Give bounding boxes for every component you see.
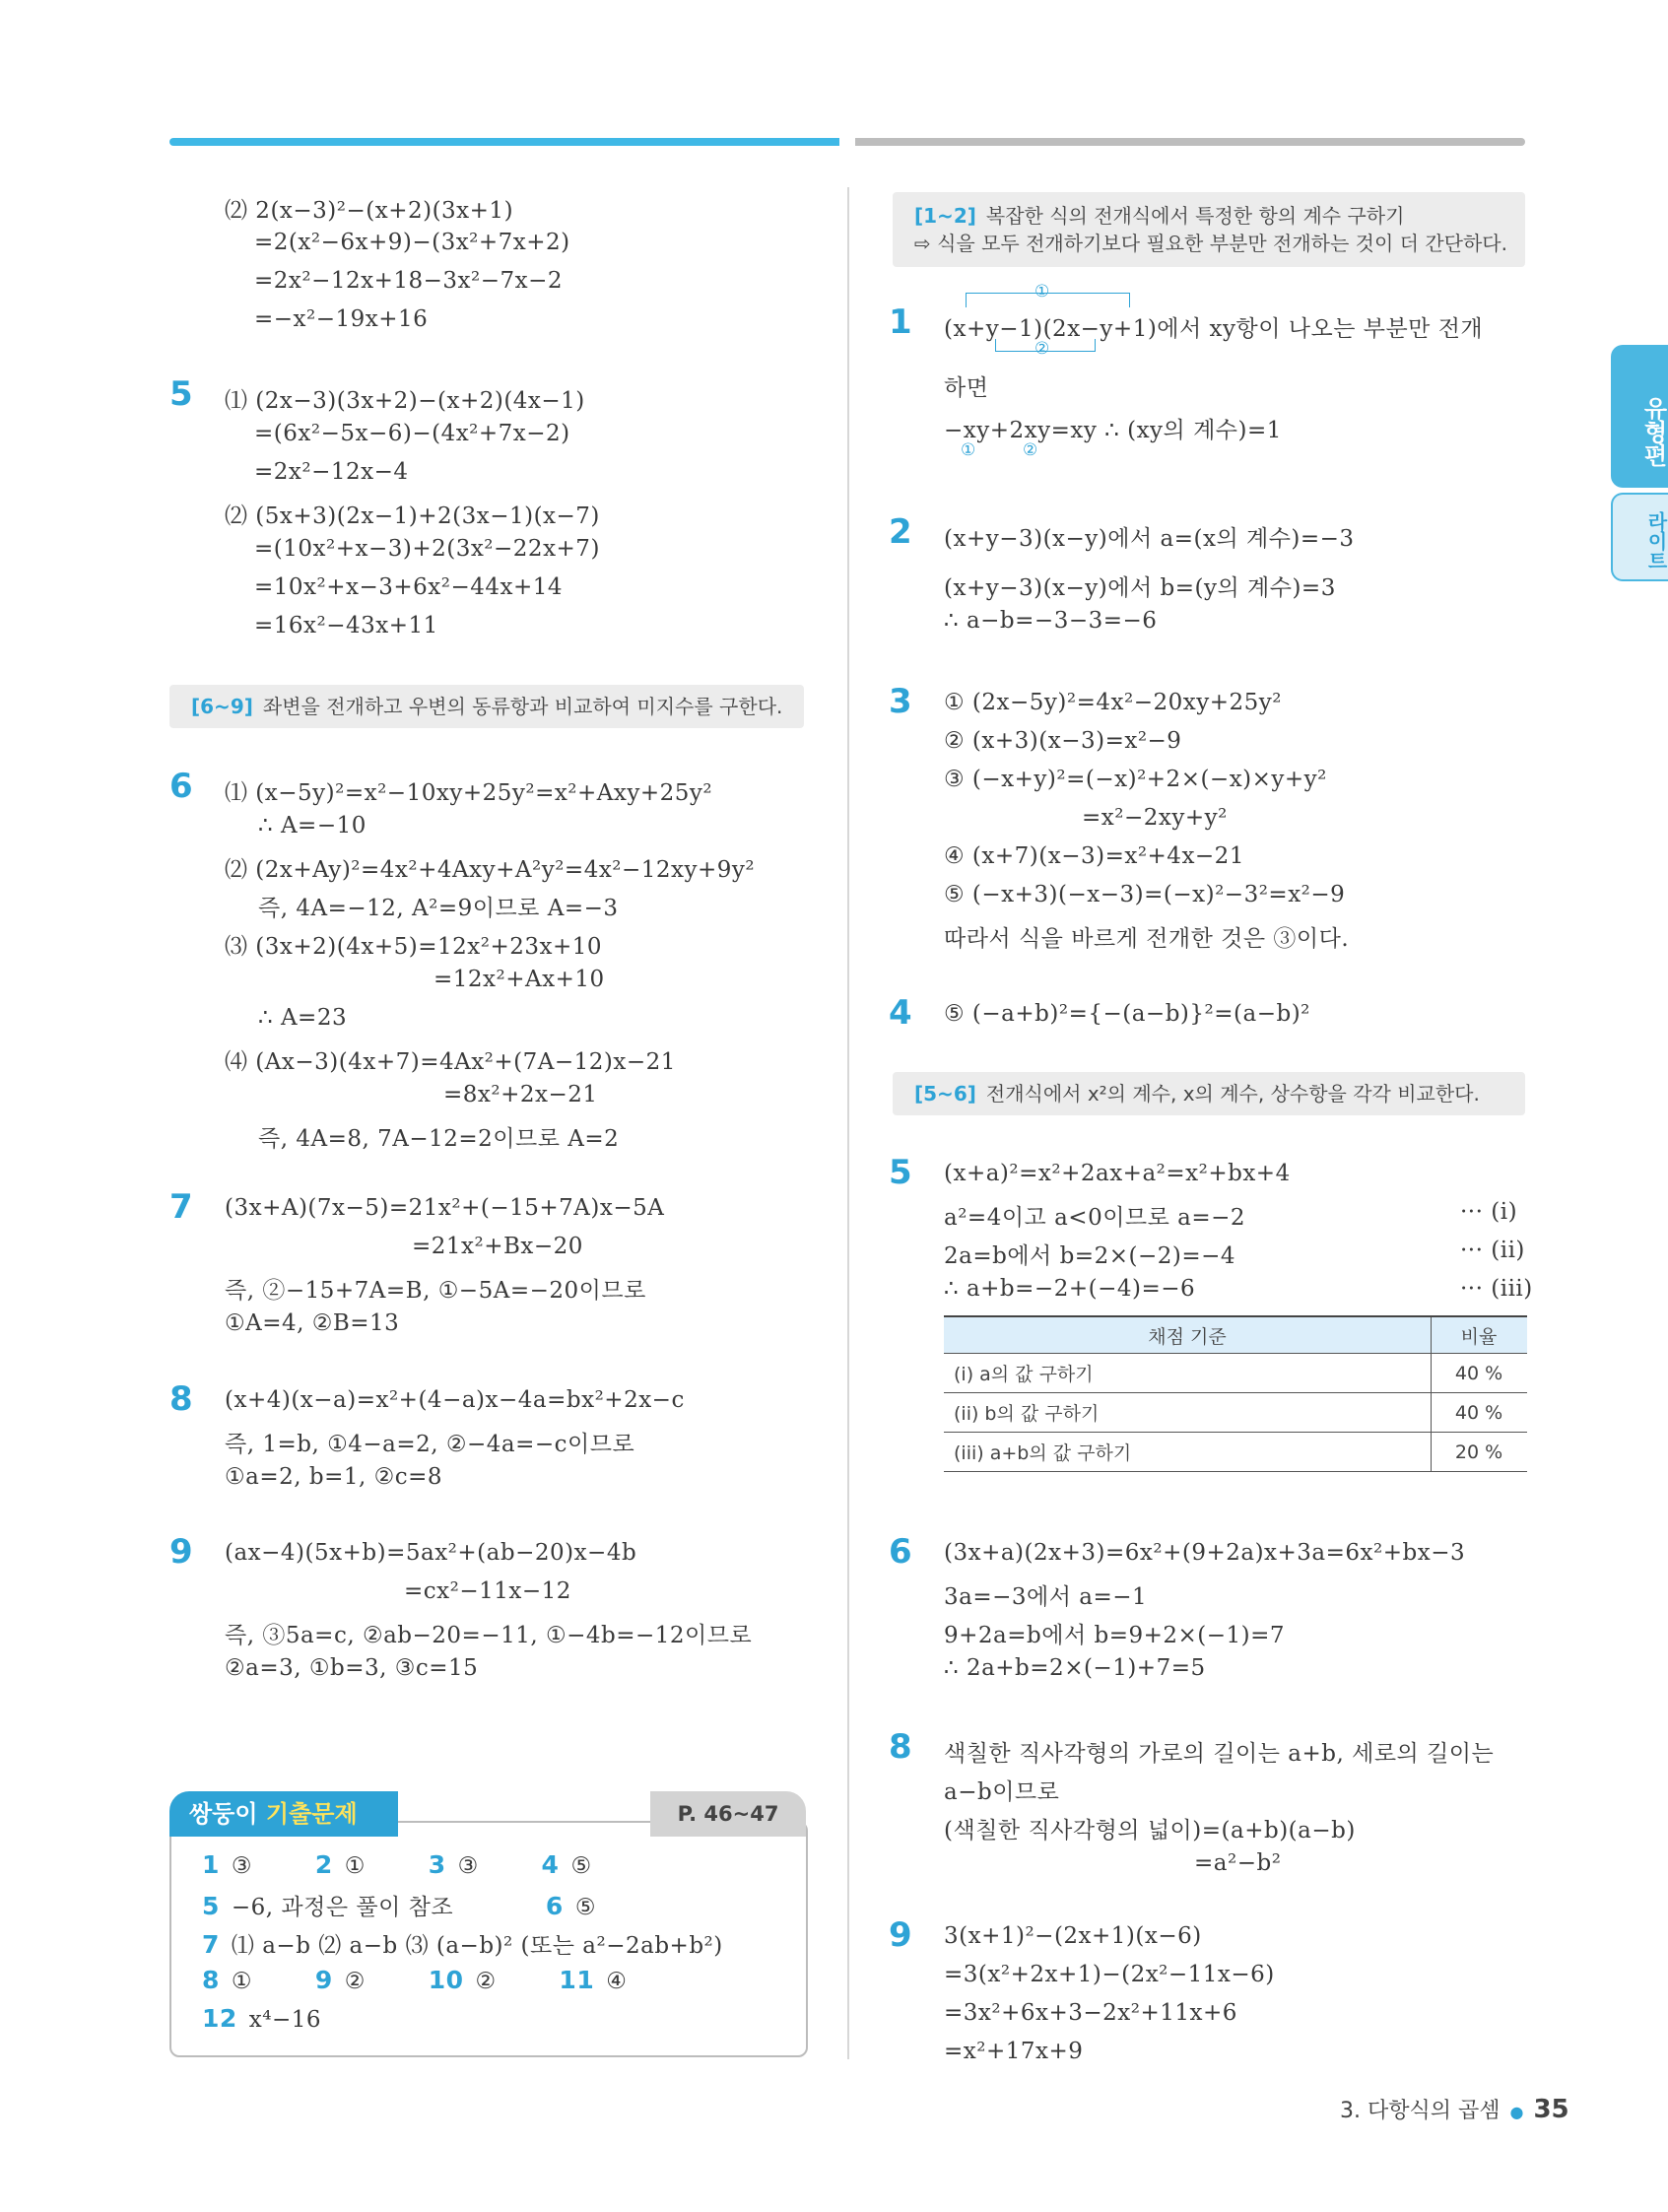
scoring-table [944,1315,1527,1472]
bullet-icon: ● [1509,2103,1524,2121]
page-footer [1340,2094,1569,2124]
problem-number: 6 [169,767,193,806]
mark: ② [1023,440,1038,460]
hint-band [893,192,1525,267]
hint-tag: [5~6] [914,1082,976,1106]
side-tab-type[interactable]: 유형편 [1611,345,1668,488]
column-divider [847,187,849,2059]
math-line: ⑤ (−x+3)(−x−3)=(−x)²−3²=x²−9 [944,882,1346,907]
math-line: ⑵ 2(x−3)²−(x+2)(3x+1) [225,198,514,224]
math-line: ⑴ (x−5y)²=x²−10xy+25y²=x²+Axy+25y² [225,780,713,806]
math-line: (x+y−3)(x−y)에서 b=(y의 계수)=3 [944,575,1336,601]
math-line: 따라서 식을 바르게 전개한 것은 ③이다. [944,926,1350,952]
table-row: (iii) a+b의 값 구하기 20 % [944,1433,1527,1472]
hint-tag: [1~2] [914,204,976,228]
hint-band [169,685,804,728]
math-line: a−b이므로 [944,1779,1060,1805]
math-line: =−x²−19x+16 [254,306,429,332]
answer-row: 5 −6, 과정은 풀이 참조 6 ⑤ [202,1892,596,1920]
math-line: 3a=−3에서 a=−1 [944,1584,1148,1610]
math-line: =cx²−11x−12 [404,1578,571,1604]
problem-number: 1 [889,302,912,342]
problem-number: 8 [169,1379,193,1419]
problem-number: 8 [889,1727,912,1767]
math-line: (ax−4)(5x+b)=5ax²+(ab−20)x−4b [225,1540,637,1566]
page-number: 35 [1533,2095,1569,2124]
hint-text: ⇨ 식을 모두 전개하기보다 필요한 부분만 전개하는 것이 더 간단하다. [914,232,1507,255]
math-line: a²=4이고 a<0이므로 a=−2 [944,1205,1246,1231]
math-line: =2(x²−6x+9)−(3x²+7x+2) [254,230,570,255]
math-line: =x²−2xy+y² [1082,805,1228,831]
scoring-header: 채점 기준 [944,1316,1432,1354]
side-tab-lite[interactable]: 라이트 [1611,493,1668,581]
problem-number: 5 [889,1153,912,1192]
math-line: ①a=2, b=1, ②c=8 [225,1464,443,1490]
math-line: =16x²−43x+11 [254,613,438,638]
mark: ② [1034,339,1050,359]
math-line: (x+4)(x−a)=x²+(4−a)x−4a=bx²+2x−c [225,1387,685,1413]
math-line: ∴ a+b=−2+(−4)=−6 [944,1276,1196,1302]
table-row: (i) a의 값 구하기 40 % [944,1354,1527,1393]
math-line: ∴ a−b=−3−3=−6 [944,608,1158,634]
answer-row: 8 ① 9 ② 10 ② 11 ④ [202,1966,628,1994]
math-line: 즉, ②−15+7A=B, ①−5A=−20이므로 [225,1278,646,1304]
answer-row: 1 ③ 2 ① 3 ③ 4 ⑤ [202,1850,592,1879]
problem-number: 4 [889,993,912,1033]
hint-text: 좌변을 전개하고 우변의 동류항과 비교하여 미지수를 구한다. [262,695,783,718]
step-marker: ··· (iii) [1460,1276,1533,1302]
step-marker: ··· (ii) [1460,1238,1525,1263]
problem-number: 9 [889,1915,912,1955]
problem-number: 6 [889,1532,912,1572]
math-line: =x²+17x+9 [944,2039,1084,2064]
problem-number: 2 [889,512,912,552]
math-line: ∴ A=−10 [258,813,367,838]
math-line: =21x²+Bx−20 [412,1234,583,1259]
problem-number: 9 [169,1532,193,1572]
math-line: (색칠한 직사각형의 넓이)=(a+b)(a−b) [944,1818,1356,1843]
math-line: (x+y−1)(2x−y+1)에서 xy항이 나오는 부분만 전개 [944,316,1484,342]
math-line: ∴ 2a+b=2×(−1)+7=5 [944,1655,1206,1681]
math-line: =12x²+Ax+10 [434,967,605,992]
math-line: 즉, 1=b, ①4−a=2, ②−4a=−c이므로 [225,1432,635,1457]
math-line: =3x²+6x+3−2x²+11x+6 [944,2000,1237,2026]
math-line: 즉, ③5a=c, ②ab−20=−11, ①−4b=−12이므로 [225,1623,753,1648]
math-line: (x+a)²=x²+2ax+a²=x²+bx+4 [944,1161,1291,1186]
problem-number: 7 [169,1187,193,1227]
math-line: =2x²−12x+18−3x²−7x−2 [254,268,564,294]
scoring-header: 비율 [1432,1316,1528,1354]
math-line: =(10x²+x−3)+2(3x²−22x+7) [254,536,600,562]
chapter-title: 3. 다항식의 곱셈 [1340,2099,1501,2123]
twin-problems-page-ref: P. 46~47 [650,1791,806,1837]
math-line: ⑵ (5x+3)(2x−1)+2(3x−1)(x−7) [225,503,600,529]
math-line: ① (2x−5y)²=4x²−20xy+25y² [944,690,1282,715]
math-line: ③ (−x+y)²=(−x)²+2×(−x)×y+y² [944,767,1327,792]
math-line: ⑴ (2x−3)(3x+2)−(x+2)(4x−1) [225,388,585,414]
math-line: (3x+a)(2x+3)=6x²+(9+2a)x+3a=6x²+bx−3 [944,1540,1466,1566]
math-line: ①A=4, ②B=13 [225,1310,400,1336]
math-line: =2x²−12x−4 [254,459,409,485]
mark: ① [961,440,976,460]
twin-problems-title: 쌍둥이 기출문제 [169,1791,398,1837]
math-line: ② (x+3)(x−3)=x²−9 [944,728,1182,754]
math-line: (3x+A)(7x−5)=21x²+(−15+7A)x−5A [225,1195,665,1221]
math-line: =(6x²−5x−6)−(4x²+7x−2) [254,421,570,446]
math-line: =8x²+2x−21 [443,1082,598,1107]
hint-band [893,1072,1525,1115]
math-line: 즉, 4A=8, 7A−12=2이므로 A=2 [258,1126,620,1152]
math-line: ⑤ (−a+b)²={−(a−b)}²=(a−b)² [944,1001,1310,1027]
problem-number: 3 [889,682,912,721]
answer-row: 7 ⑴ a−b ⑵ a−b ⑶ (a−b)² (또는 a²−2ab+b²) [202,1930,723,1959]
math-line: 색칠한 직사각형의 가로의 길이는 a+b, 세로의 길이는 [944,1741,1495,1767]
math-line: ⑷ (Ax−3)(4x+7)=4Ax²+(7A−12)x−21 [225,1049,676,1075]
math-line: 즉, 4A=−12, A²=9이므로 A=−3 [258,896,619,921]
math-line: ②a=3, ①b=3, ③c=15 [225,1655,479,1681]
hint-tag: [6~9] [191,695,253,718]
math-line: ⑵ (2x+Ay)²=4x²+4Axy+A²y²=4x²−12xy+9y² [225,857,756,883]
math-line: 3(x+1)²−(2x+1)(x−6) [944,1923,1202,1949]
math-line: =a²−b² [1194,1850,1282,1876]
math-line: ④ (x+7)(x−3)=x²+4x−21 [944,843,1244,869]
math-line: −xy+2xy=xy ∴ (xy의 계수)=1 [944,418,1282,443]
math-line: 2a=b에서 b=2×(−2)=−4 [944,1243,1236,1269]
math-line: 하면 [944,375,989,401]
top-rule-right [855,138,1525,146]
math-line: 9+2a=b에서 b=9+2×(−1)=7 [944,1623,1286,1648]
math-line: (x+y−3)(x−y)에서 a=(x의 계수)=−3 [944,526,1355,552]
hint-text: 복잡한 식의 전개식에서 특정한 항의 계수 구하기 [985,204,1405,228]
math-line: ⑶ (3x+2)(4x+5)=12x²+23x+10 [225,934,602,960]
answer-row: 12 x⁴−16 [202,2004,322,2033]
hint-text: 전개식에서 x²의 계수, x의 계수, 상수항을 각각 비교한다. [985,1082,1480,1106]
step-marker: ··· (i) [1460,1199,1518,1225]
math-line: ∴ A=23 [258,1005,348,1031]
table-row: (ii) b의 값 구하기 40 % [944,1393,1527,1433]
mark: ① [1034,282,1050,302]
math-line: =10x²+x−3+6x²−44x+14 [254,574,564,600]
top-rule-left [169,138,839,146]
problem-number: 5 [169,374,193,414]
math-line: =3(x²+2x+1)−(2x²−11x−6) [944,1962,1275,1987]
